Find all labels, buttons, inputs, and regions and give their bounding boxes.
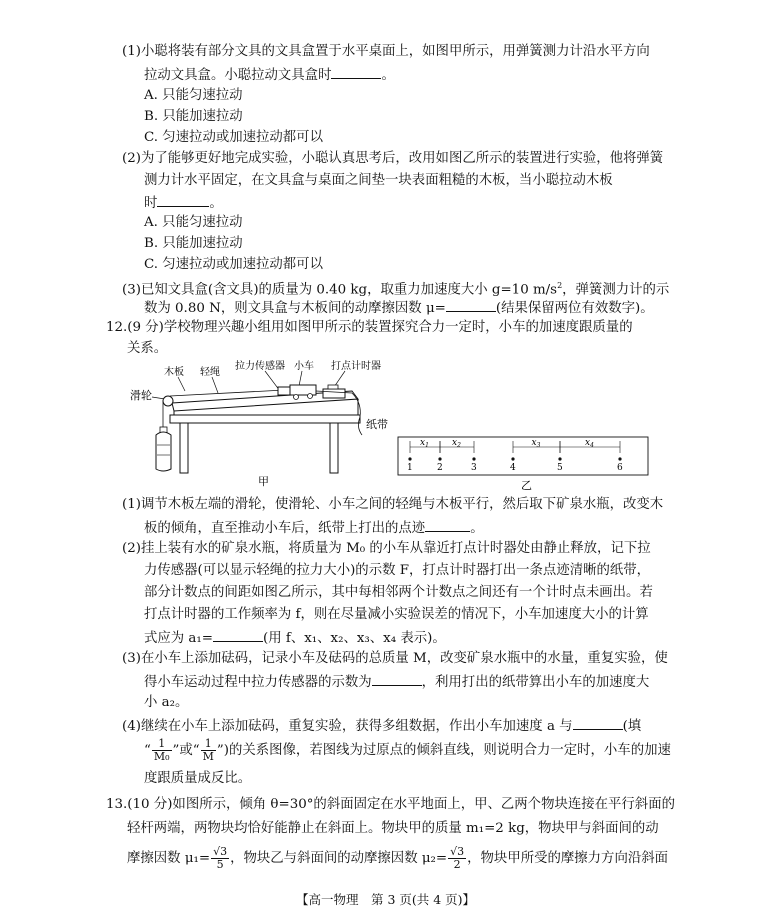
segment-label: $x_3$ (531, 438, 541, 449)
tape-point-label: 4 (510, 463, 516, 473)
q11-p2-line2: 测力计水平固定，在文具盒与桌面之间垫一块表面粗糙的木板，当小聪拉动木板 (144, 173, 613, 188)
q13-line3: 摩擦因数 μ₁= $\frac{√3}{5}$ ，物块乙与斜面间的动摩擦因数 μ₂= $\frac{√3}{2}$ ，物块甲所受的摩擦力方向沿斜面 (127, 845, 669, 871)
q11-p3-line1: (3)已知文具盒(含文具)的质量为 0.40 kg，取重力加速度大小 g=10 $m/s^2$，弹簧测力计的示 (122, 281, 670, 298)
tape-point-label: 3 (471, 463, 477, 473)
tape-point (618, 457, 621, 460)
q13-line2: 轻杆两端，两物块均恰好能静止在斜面上。物块甲的质量 m₁=2 kg，物块甲与斜面间的动 (127, 821, 659, 836)
q12-p4-line1: (4)继续在小车上添加砝码，重复实验，获得多组数据，作出小车加速度 a 与 (填 (122, 716, 641, 736)
q11-p1-line1: (1)小聪将装有部分文具的文具盒置于水平桌面上，如图甲所示，用弹簧测力计沿水平方向 (122, 44, 650, 59)
answer-blank[interactable] (372, 672, 422, 686)
answer-blank[interactable] (157, 193, 209, 207)
tape-point-label: 2 (437, 463, 443, 473)
q11-p2-option-a: A. 只能匀速拉动 (144, 215, 243, 230)
q12-p1-line2: 板的倾角，直至推动小车后，纸带上打出的点迹 。 (144, 518, 484, 538)
label-yi: 乙 (521, 479, 532, 492)
label-rope: 轻绳 (200, 367, 220, 378)
answer-blank[interactable] (425, 518, 470, 532)
tape-point-label: 6 (617, 463, 623, 473)
q12-p2-line3: 部分计数点的间距如图乙所示，其中每相邻两个计数点之间还有一个计时点未画出。若 (144, 585, 653, 600)
apparatus-figure (130, 355, 388, 490)
q12-p3-line2: 得小车运动过程中拉力传感器的示数为 ，利用打出的纸带算出小车的加速度大 (144, 672, 649, 692)
q11-p1-line2: 拉动文具盒。小聪拉动文具盒时 。 (144, 65, 395, 85)
q12-p2-line1: (2)挂上装有水的矿泉水瓶，将质量为 M₀ 的小车从靠近打点计时器处由静止释放，记下拉 (122, 541, 651, 556)
tape-point-label: 5 (557, 463, 563, 473)
label-timer: 打点计时器 (331, 361, 381, 372)
q12-p1-line1: (1)调节木板左端的滑轮，使滑轮、小车之间的轻绳与木板平行，然后取下矿泉水瓶，改变木 (122, 497, 664, 512)
answer-blank[interactable] (446, 298, 496, 312)
segment-label: $x_4$ (585, 438, 594, 449)
paper-tape-figure (398, 432, 650, 492)
tape-point-label: 1 (407, 463, 413, 473)
label-jia: 甲 (258, 475, 269, 488)
tape-point (438, 457, 441, 460)
answer-blank[interactable] (331, 65, 381, 79)
q11-p2-option-c: C. 匀速拉动或加速拉动都可以 (144, 257, 323, 272)
label-car: 小车 (294, 361, 314, 372)
segment-label: $x_1$ (420, 438, 429, 449)
q11-p2-option-b: B. 只能加速拉动 (144, 236, 243, 251)
label-pulley: 滑轮 (130, 389, 152, 402)
q12-p3-line3: 小 a₂。 (144, 695, 189, 710)
fraction-mu1: $\frac{√3}{5}$ (213, 845, 228, 871)
answer-blank[interactable] (213, 628, 263, 642)
q12-p2-line2: 力传感器(可以显示轻绳的拉力大小)的示数 F，打点计时器打出一条点迹清晰的纸带， (144, 563, 651, 578)
q11-p1-option-a: A. 只能匀速拉动 (144, 88, 243, 103)
answer-blank[interactable] (573, 716, 623, 730)
q13-line1: 13.(10 分)如图所示，倾角 θ=30°的斜面固定在水平地面上，甲、乙两个物块连接在平行斜面的 (106, 797, 675, 812)
q12-p4-line2: “ $\frac{1}{\text{M₀}}$ ”或“ $\frac{1}{M}$ ”)的关系图像，若图线为过原点的倾斜直线，则说明合力一定时，小车的加速 (144, 737, 671, 763)
q11-p2-line1: (2)为了能够更好地完成实验，小聪认真思考后，改用如图乙所示的装置进行实验，他将弹簧 (122, 151, 664, 166)
tape-point (558, 457, 561, 460)
q11-p1-option-b: B. 只能加速拉动 (144, 109, 243, 124)
label-board: 木板 (164, 367, 184, 378)
segment-label: $x_2$ (452, 438, 461, 449)
q12-p2-line5: 式应为 a₁= (用 f、x₁、x₂、x₃、x₄ 表示)。 (144, 628, 446, 648)
label-sensor: 拉力传感器 (235, 361, 285, 372)
q12-intro-line1: 12.(9 分)学校物理兴趣小组用如图甲所示的装置探究合力一定时，小车的加速度跟质量的 (106, 320, 633, 335)
page-footer: 【高一物理 第 3 页(共 4 页)】 (295, 892, 476, 907)
q11-p2-line3: 时 。 (144, 193, 223, 213)
fraction-one-over-m: $\frac{1}{M}$ (202, 737, 214, 763)
q11-p3-line2: 数为 0.80 N，则文具盒与木板间的动摩擦因数 μ= (结果保留两位有效数字)。 (144, 298, 654, 318)
tape-point (511, 457, 514, 460)
tape-point (472, 457, 475, 460)
q12-intro-line2: 关系。 (127, 341, 168, 356)
q12-p3-line1: (3)在小车上添加砝码，记录小车及砝码的总质量 M，改变矿泉水瓶中的水量，重复实验，使 (122, 651, 668, 666)
label-tape: 纸带 (366, 418, 388, 431)
q11-p1-option-c: C. 匀速拉动或加速拉动都可以 (144, 130, 323, 145)
q12-p4-line3: 度跟质量成反比。 (144, 771, 252, 786)
q12-p2-line4: 打点计时器的工作频率为 f，则在尽量减小实验误差的情况下，小车加速度大小的计算 (144, 607, 649, 622)
tape-point (408, 457, 411, 460)
fraction-mu2: $\frac{√3}{2}$ (450, 845, 465, 871)
fraction-one-over-m0: $\frac{1}{\text{M₀}}$ (153, 737, 170, 763)
